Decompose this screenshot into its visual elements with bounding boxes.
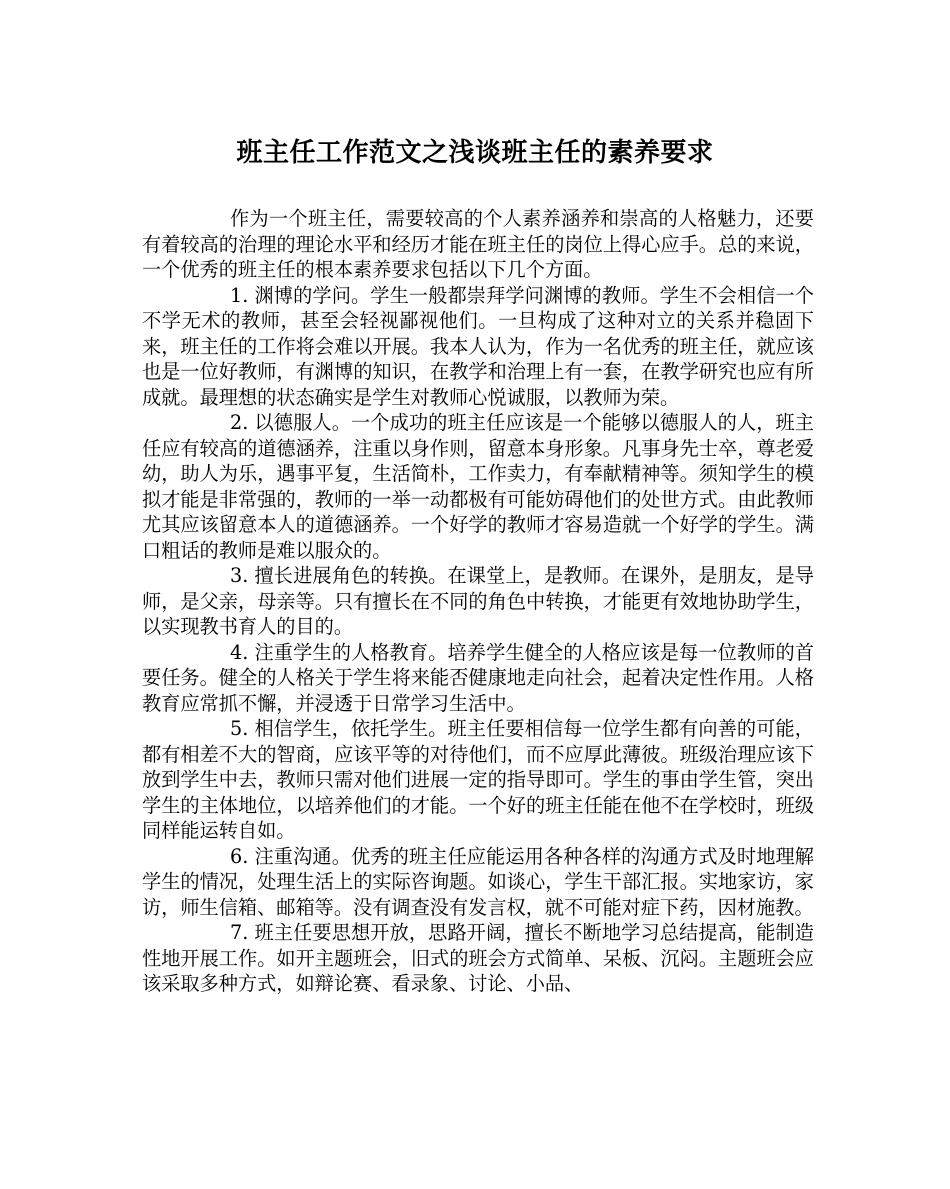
- paragraph-point-1: 1. 渊博的学问。学生一般都崇拜学问渊博的教师。学生不会相信一个不学无术的教师，甚至会轻视鄙视他们。一旦构成了这种对立的关系并稳固下来，班主任的工作将会难以开展。我本人认为，作为一名优秀的班主任，就应该也是一位好教师，有渊博的知识，在教学和治理上有一套，在教学研究也应有所成就。最理想的状态确实是学生对教师心悦诚服，以教师为荣。: [142, 283, 814, 409]
- paragraph-point-4: 4. 注重学生的人格教育。培养学生健全的人格应该是每一位教师的首要任务。健全的人格关于学生将来能否健康地走向社会，起着决定性作用。人格教育应常抓不懈，并浸透于日常学习生活中。: [142, 640, 814, 715]
- paragraph-point-2: 2. 以德服人。一个成功的班主任应该是一个能够以德服人的人，班主任应有较高的道德涵养，注重以身作则，留意本身形象。凡事身先士卒，尊老爱幼，助人为乐，遇事平复，生活简朴，工作卖力，有奉献精神等。须知学生的模拟才能是非常强的，教师的一举一动都极有可能妨碍他们的处世方式。由此教师尤其应该留意本人的道德涵养。一个好学的教师才容易造就一个好学的学生。满口粗话的教师是难以服众的。: [142, 411, 814, 562]
- paragraph-point-3: 3. 擅长进展角色的转换。在课堂上，是教师。在课外，是朋友，是导师，是父亲，母亲等。只有擅长在不同的角色中转换，才能更有效地协助学生，以实现教书育人的目的。: [142, 564, 814, 638]
- document-title: 班主任工作范文之浅谈班主任的素养要求: [236, 138, 714, 168]
- paragraph-point-5: 5. 相信学生，依托学生。班主任要相信每一位学生都有向善的可能，都有相差不大的智商，应该平等的对待他们，而不应厚此薄彼。班级治理应该下放到学生中去，教师只需对他们进展一定的指导即可。学生的事由学生管，突出学生的主体地位，以培养他们的才能。一个好的班主任能在他不在学校时，班级同样能运转自如。: [142, 717, 814, 842]
- paragraph-intro: 作为一个班主任，需要较高的个人素养涵养和崇高的人格魅力，还要有着较高的治理的理论水平和经历才能在班主任的岗位上得心应手。总的来说，一个优秀的班主任的根本素养要求包括以下几个方面。: [142, 207, 814, 281]
- document-body: [142, 206, 814, 997]
- paragraph-point-7: 7. 班主任要思想开放，思路开阔，擅长不断地学习总结提高，能制造性地开展工作。如开主题班会，旧式的班会方式简单、呆板、沉闷。主题班会应该采取多种方式，如辩论赛、看录象、讨论、小品、: [142, 921, 814, 995]
- paragraph-point-6: 6. 注重沟通。优秀的班主任应能运用各种各样的沟通方式及时地理解学生的情况，处理生活上的实际咨询题。如谈心，学生干部汇报。实地家访，家访，师生信箱、邮箱等。没有调查没有发言权，就不可能对症下药，因材施教。: [142, 844, 814, 919]
